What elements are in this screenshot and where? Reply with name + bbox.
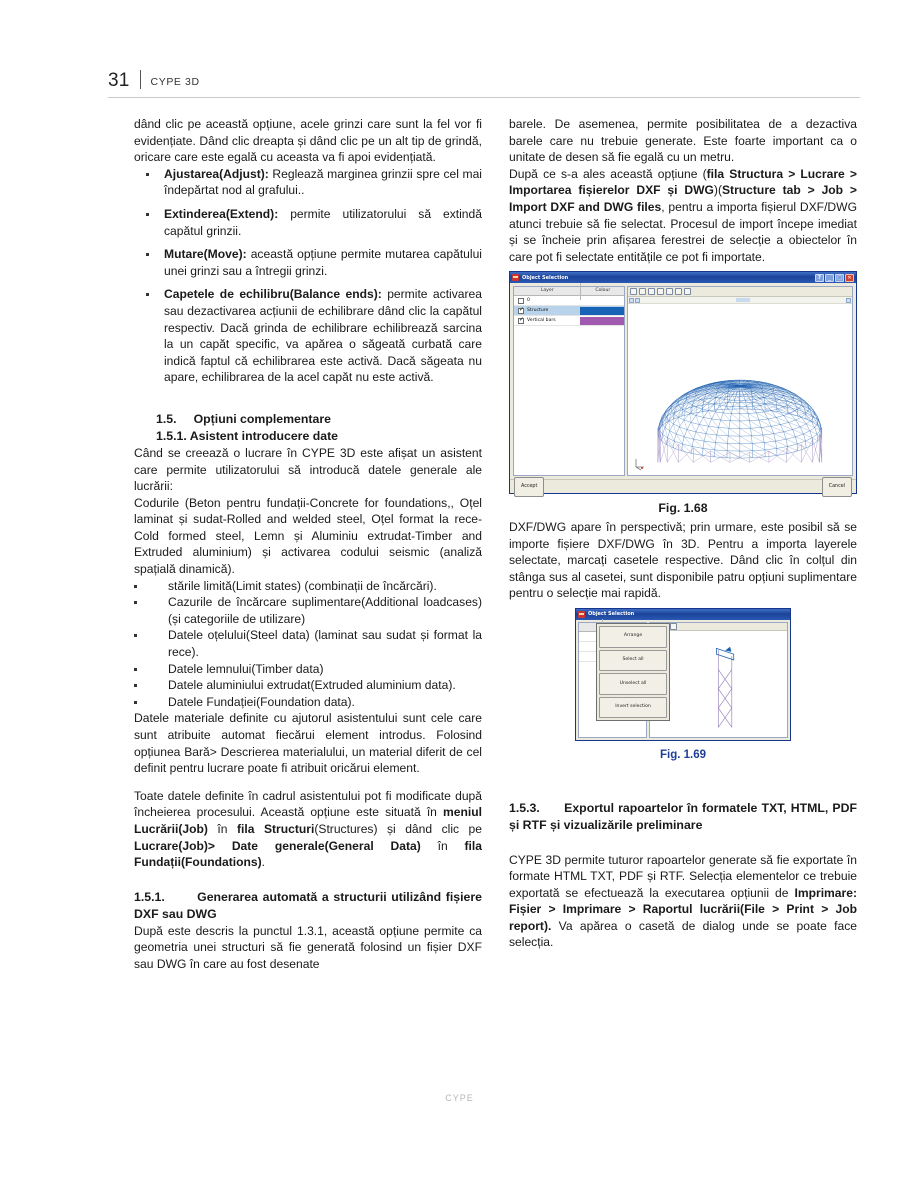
export-text-a: CYPE 3D permite tuturor rapoartelor generate să fie exportate în formate HTML TXT, PDF și RTF. Selecția elementelor ce trebuie exportată se efectuează la executarea opțiunii de [509, 852, 857, 900]
bullet-text: permite utilizatorului să extindă capătul grinzii. [164, 206, 482, 238]
right-paragraph-2 [509, 166, 857, 266]
zoom-window-icon[interactable] [666, 288, 673, 295]
zoom-out-icon[interactable] [648, 288, 655, 295]
dxf-paragraph: După este descris la punctul 1.3.1, această opțiune permite ca geometria unei structuri să fie generată folosind un fișier DXF sau DWG în care au fost desenate [134, 923, 482, 971]
window-title-text: Object Selection [522, 274, 569, 281]
book-title: CYPE 3D [150, 76, 200, 88]
layer-checkbox[interactable] [518, 308, 524, 314]
model-canvas[interactable] [650, 631, 787, 737]
bullet-term: Ajustarea(Adjust): [164, 166, 269, 181]
export-paragraph [509, 852, 857, 952]
list-item [144, 166, 482, 199]
modify-text-5: . [261, 855, 266, 870]
scroll-prev-icon[interactable] [635, 298, 640, 303]
zoom-out-icon[interactable] [670, 623, 677, 630]
modify-text-2: în [207, 821, 237, 836]
list-item: Cazurile de încărcare suplimentare(Additional loadcases) (și categoriile de utilizare) [134, 594, 482, 627]
list-item: Datele aluminiului extrudat(Extruded aluminium data). [134, 677, 482, 694]
section-heading-1-5 [134, 411, 482, 428]
window-titlebar [510, 272, 856, 283]
layer-name: Structure [527, 307, 549, 313]
figure-168-caption: Fig. 1.68 [658, 501, 708, 516]
section-heading-1-5-3 [509, 800, 857, 834]
options-bullet-list [134, 166, 482, 386]
wizard-items-list [134, 578, 482, 711]
column-header-colour: Colour [580, 283, 624, 300]
right-paragraph-3: DXF/DWG apare în perspectivă; prin urmare, este posibil să se importe fișiere DXF/DWG în 3D. Pentru a importa layerele selectate, marcați casetele respective. Dând clic în colțul din stânga sus al casetei, sunt disponibile patru opțiuni suplimentare pentru o selecție mai rapidă. [509, 519, 857, 601]
table-row[interactable] [514, 316, 624, 326]
modify-bold-3: Lucrare(Job)> Date generale(General Data) [134, 838, 421, 853]
window-buttons [815, 274, 854, 282]
bullet-term: Extinderea(Extend): [164, 206, 279, 221]
layer-checkbox[interactable] [518, 318, 524, 324]
pan-icon[interactable] [675, 288, 682, 295]
page-footer: CYPE [445, 1093, 474, 1103]
measure-icon[interactable] [657, 288, 664, 295]
list-item [144, 286, 482, 386]
list-item [144, 206, 482, 239]
right-paragraph-1: barele. De asemenea, permite posibilitatea de a dezactiva barele care nu trebuie generate. Este foarte important ca o unitate de desen să fie egală cu un metru. [509, 117, 857, 165]
section-heading-1-5-1: 1.5.1. Asistent introducere date [156, 428, 339, 443]
close-icon[interactable]: ✕ [845, 274, 854, 282]
modify-bold-4: fila Fundații(Foundations) [134, 838, 483, 870]
save-icon[interactable] [684, 288, 691, 295]
list-item: stările limită(Limit states) (combinații de încărcări). [134, 578, 482, 595]
zoom-in-icon[interactable] [639, 288, 646, 295]
app-icon [578, 611, 585, 618]
para2-text-a: După ce s-a ales această opțiune ( [509, 166, 707, 181]
menu-item-invert-selection[interactable]: Invert selection [599, 697, 667, 719]
section-number: 1.5.1. [134, 889, 165, 904]
codes-paragraph: Codurile (Beton pentru fundații-Concrete for foundations,, Oțel laminat și sudat-Rolled and welded steel, Oțel format la rece-Cold formed steel, Lemn și Aluminiu extrudat-Timber and Extruded aluminium) și activarea codului seismic (analiză spațială dinamică). [134, 495, 482, 577]
model-canvas[interactable] [628, 304, 852, 475]
layer-name: Vertical bars [527, 317, 556, 323]
page-number: 31 [108, 70, 130, 91]
maximize-button[interactable]: □ [835, 274, 844, 282]
list-item: Datele lemnului(Timber data) [134, 661, 482, 678]
layer-checkbox[interactable] [518, 298, 524, 304]
axis-indicator-icon [632, 455, 648, 471]
list-item: Datele Fundației(Foundation data). [134, 694, 482, 711]
help-button[interactable]: ? [815, 274, 824, 282]
section-heading-1-5-1b [134, 889, 482, 923]
app-icon [512, 274, 519, 281]
section-title: Exportul rapoartelor în formatele TXT, HTML, PDF și RTF și vizualizările preliminare [509, 800, 857, 832]
viewport-toolbar [650, 623, 787, 631]
section-number: 1.5. [156, 411, 177, 426]
model-viewport-pane [627, 286, 853, 476]
modify-text-4: în [420, 838, 465, 853]
para2-bold-2: Structure tab > Job > Import DXF and DWG files [509, 183, 857, 214]
scrollbar-thumb[interactable] [736, 298, 750, 302]
para2-bold-1: fila Structura > Lucrare > Importarea fișierelor DXF și DWG [509, 166, 857, 198]
right-column [509, 116, 857, 951]
modify-bold-2: fila Structuri [236, 821, 315, 836]
section-title: Generarea automată a structurii utilizând fișiere DXF sau DWG [134, 889, 482, 921]
wizard-intro-paragraph: Când se creează o lucrare în CYPE 3D este afișat un asistent care permite utilizatorului să introducă datele generale ale lucrării: [134, 445, 482, 494]
window-title-text: Object Selection [588, 611, 635, 618]
window-footer [510, 479, 856, 493]
bullet-text: permite activarea sau dezactivarea acțiunii de echilibrare dând clic la capătul respectiv. Dacă grinda de echilibrare echilibrează sarcina la un capăt specific, va apărea o săgeată curbată care indică faptul că echilibrarea este activă. Dacă săgeata nu apare, echilibrarea de la acel capăt nu este activă. [164, 287, 482, 385]
section-number: 1.5.3. [509, 800, 540, 815]
layer-colour-swatch[interactable] [580, 317, 624, 325]
context-menu [596, 623, 670, 721]
bullet-term: Mutare(Move): [164, 247, 247, 262]
modify-paragraph [134, 788, 482, 871]
layer-name: 0 [527, 297, 530, 303]
pointer-icon[interactable] [630, 288, 637, 295]
figure-169-caption: Fig. 1.69 [659, 748, 707, 761]
figure-169-window [575, 608, 791, 741]
header-rule [108, 97, 860, 98]
menu-item-arrange[interactable]: Arrange [599, 626, 667, 648]
para2-text-c: )( [713, 183, 722, 198]
section-title: Opțiuni complementare [193, 411, 331, 426]
figure-168-window [509, 271, 857, 494]
accept-button[interactable]: Accept [514, 477, 544, 498]
cancel-button[interactable]: Cancel [822, 477, 852, 498]
layer-colour-swatch[interactable] [580, 307, 624, 315]
menu-item-select-all[interactable]: Select all [599, 650, 667, 672]
layer-colour-swatch[interactable] [580, 297, 624, 305]
partial-structure-drawing [650, 631, 787, 737]
model-viewport-pane [649, 622, 788, 738]
window-body [510, 283, 856, 479]
modify-text-3: (Structures) și dând clic pe [314, 821, 482, 836]
dome-structure-drawing [628, 304, 852, 475]
bullet-text: această opțiune permite mutarea capătului unei grinzi sau a întregii grinzi. [164, 247, 482, 278]
modify-bold-1: meniul Lucrării(Job) [134, 805, 482, 836]
page-header [108, 56, 860, 90]
para2-text-d: , pentru a importa fișierul DXF/DWG atunci trebuie să fie selectat. Procesul de import începe imediat și se încheie prin afișarea ferestrei de selecție a obiectelor în care pot fi selectate entitățile ce pot fi importate. [509, 199, 857, 264]
materials-paragraph: Datele materiale definite cu ajutorul asistentului sunt cele care sunt atribuite automat fiecărui element introdus. Folosind opțiunea Bară> Descrierea materialului, un material diferit de cel definit pentru lucrare poate fi atribuit oricărui element. [134, 711, 482, 776]
intro-paragraph: dând clic pe această opțiune, acele grinzi care sunt la fel vor fi evidențiate. Dând clic dreapta și dând clic pe un alt tip de grindă, oricare care este egală cu aceasta va fi apoi evidențiată. [134, 117, 482, 165]
header-divider [140, 70, 141, 89]
bullet-text: Reglează marginea grinzii spre cel mai îndepărtat nod al grafului.. [164, 166, 482, 198]
export-text-c: Va apărea o casetă de dialog unde se poate face selecția. [509, 918, 857, 950]
bullet-term: Capetele de echilibru(Balance ends): [164, 287, 382, 302]
list-item [144, 246, 482, 279]
column-header-layer: Layer [540, 288, 554, 294]
left-column [134, 116, 482, 973]
viewport-scroll-top[interactable] [628, 297, 852, 304]
list-item: Datele oțelului(Steel data) (laminat sau sudat și format la rece). [134, 627, 482, 660]
scroll-left-icon[interactable] [629, 298, 634, 303]
export-bold: Imprimare: Fișier > Imprimare > Raportul lucrării(File > Print > Job report). [509, 885, 857, 933]
viewport-toolbar [628, 287, 852, 297]
scroll-right-icon[interactable] [846, 298, 851, 303]
modify-text-1: Toate datele definite în cadrul asistentului pot fi modificate după încheierea procesului. Această opțiune este situată în [134, 788, 482, 820]
layer-list-empty-area [514, 326, 624, 475]
menu-item-unselect-all[interactable]: Unselect all [599, 673, 667, 695]
minimize-button[interactable]: _ [825, 274, 834, 282]
layer-list-pane [513, 286, 625, 476]
